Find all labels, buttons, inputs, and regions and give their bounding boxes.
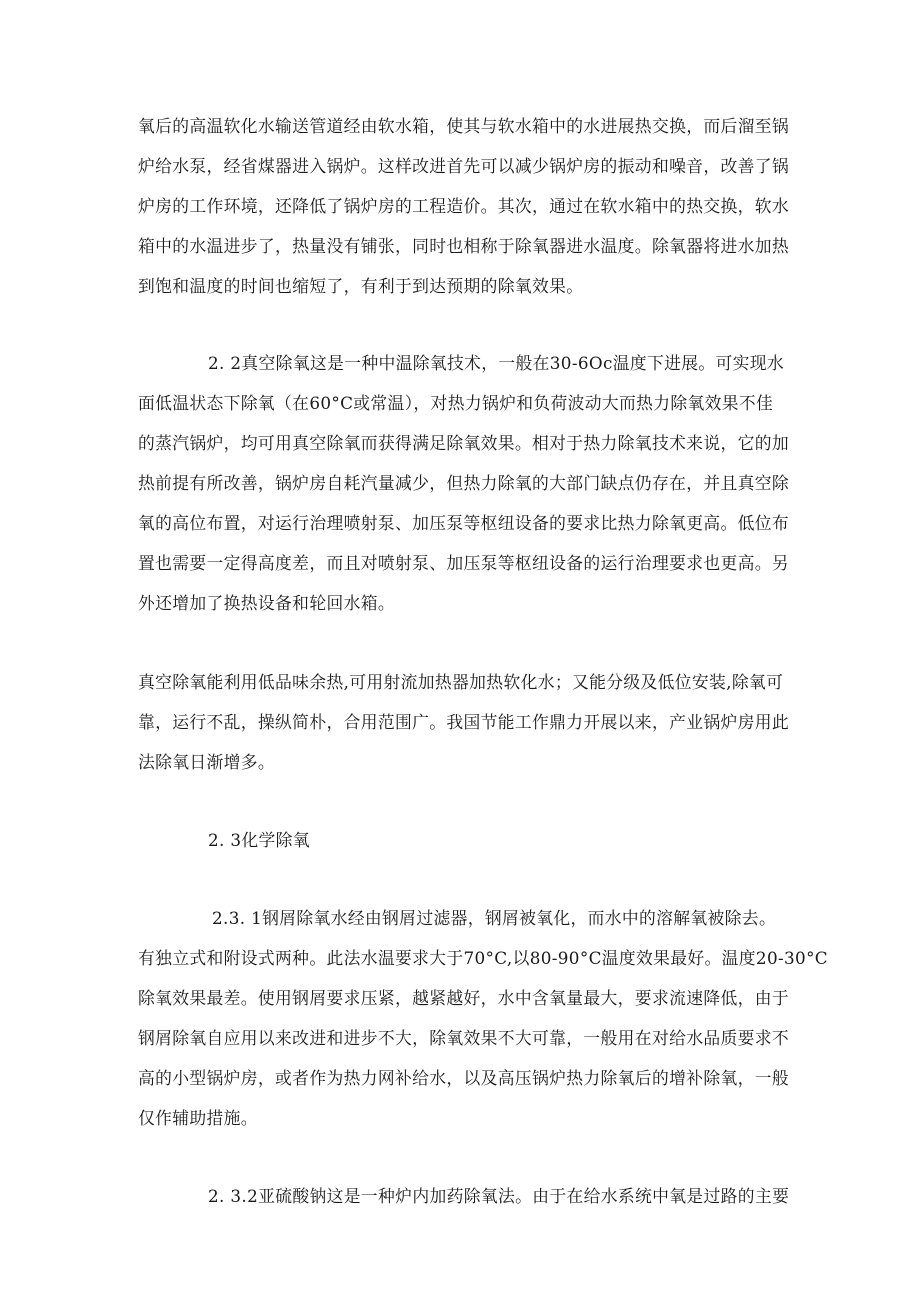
section-heading-2-3: 2. 3化学除氧 — [208, 830, 310, 850]
text-line: 真空除氧能利用低品味余热,可用射流加热器加热软化水；又能分级及低位安装,除氧可 — [138, 672, 784, 692]
text-line: 炉给水泵，经省煤器进入锅炉。这样改进首先可以减少锅炉房的振动和噪音，改善了锅 — [138, 156, 789, 176]
section-heading-2-3-1: 2.3. 1钢屑除氧水经由钢屑过滤器，钢屑被氧化，而水中的溶解氧被除去。 — [212, 908, 777, 928]
text-line: 除氧效果最差。使用钢屑要求压紧，越紧越好，水中含氧量最大，要求流速降低，由于 — [138, 988, 789, 1008]
text-line: 的蒸汽锅炉，均可用真空除氧而获得满足除氧效果。相对于热力除氧技术来说，它的加 — [138, 433, 789, 453]
text-line: 仅作辅助措施。 — [138, 1108, 258, 1128]
text-line: 靠，运行不乱，操纵简朴，合用范围广。我国节能工作鼎力开展以来，产业锅炉房用此 — [138, 712, 789, 732]
text-line: 到饱和温度的时间也缩短了，有利于到达预期的除氧效果。 — [138, 276, 584, 296]
text-line: 法除氧日渐增多。 — [138, 752, 276, 772]
section-heading-2-2: 2. 2真空除氧这是一种中温除氧技术，一般在30-6Oc温度下进展。可实现水 — [208, 353, 785, 373]
text-line: 炉房的工作环境，还降低了锅炉房的工程造价。其次，通过在软水箱中的热交换，软水 — [138, 196, 789, 216]
section-heading-2-3-2: 2. 3.2亚硫酸钠这是一种炉内加药除氧法。由于在给水系统中氧是过路的主要 — [208, 1186, 790, 1206]
text-line: 有独立式和附设式两种。此法水温要求大于70°C,以80-90°C温度效果最好。温度20-30°C — [138, 948, 828, 968]
text-line: 置也需要一定得高度差，而且对喷射泵、加压泵等枢纽设备的运行治理要求也更高。另 — [138, 553, 789, 573]
text-line: 高的小型锅炉房，或者作为热力网补给水，以及高压锅炉热力除氧后的增补除氧，一般 — [138, 1068, 789, 1088]
text-line: 氧后的高温软化水输送管道经由软水箱，使其与软水箱中的水进展热交换，而后溜至锅 — [138, 116, 789, 136]
text-line: 钢屑除氧自应用以来改进和进步不大，除氧效果不大可靠，一般用在对给水品质要求不 — [138, 1028, 789, 1048]
text-line: 氧的高位布置，对运行治理喷射泵、加压泵等枢纽设备的要求比热力除氧更高。低位布 — [138, 513, 789, 533]
text-line: 面低温状态下除氧（在60°C或常温），对热力锅炉和负荷波动大而热力除氧效果不佳 — [138, 393, 774, 413]
text-line: 箱中的水温进步了，热量没有铺张，同时也相称于除氧器进水温度。除氧器将进水加热 — [138, 236, 789, 256]
text-line: 外还增加了换热设备和轮回水箱。 — [138, 593, 395, 613]
text-line: 热前提有所改善，锅炉房自耗汽量减少，但热力除氧的大部门缺点仍存在，并且真空除 — [138, 473, 789, 493]
